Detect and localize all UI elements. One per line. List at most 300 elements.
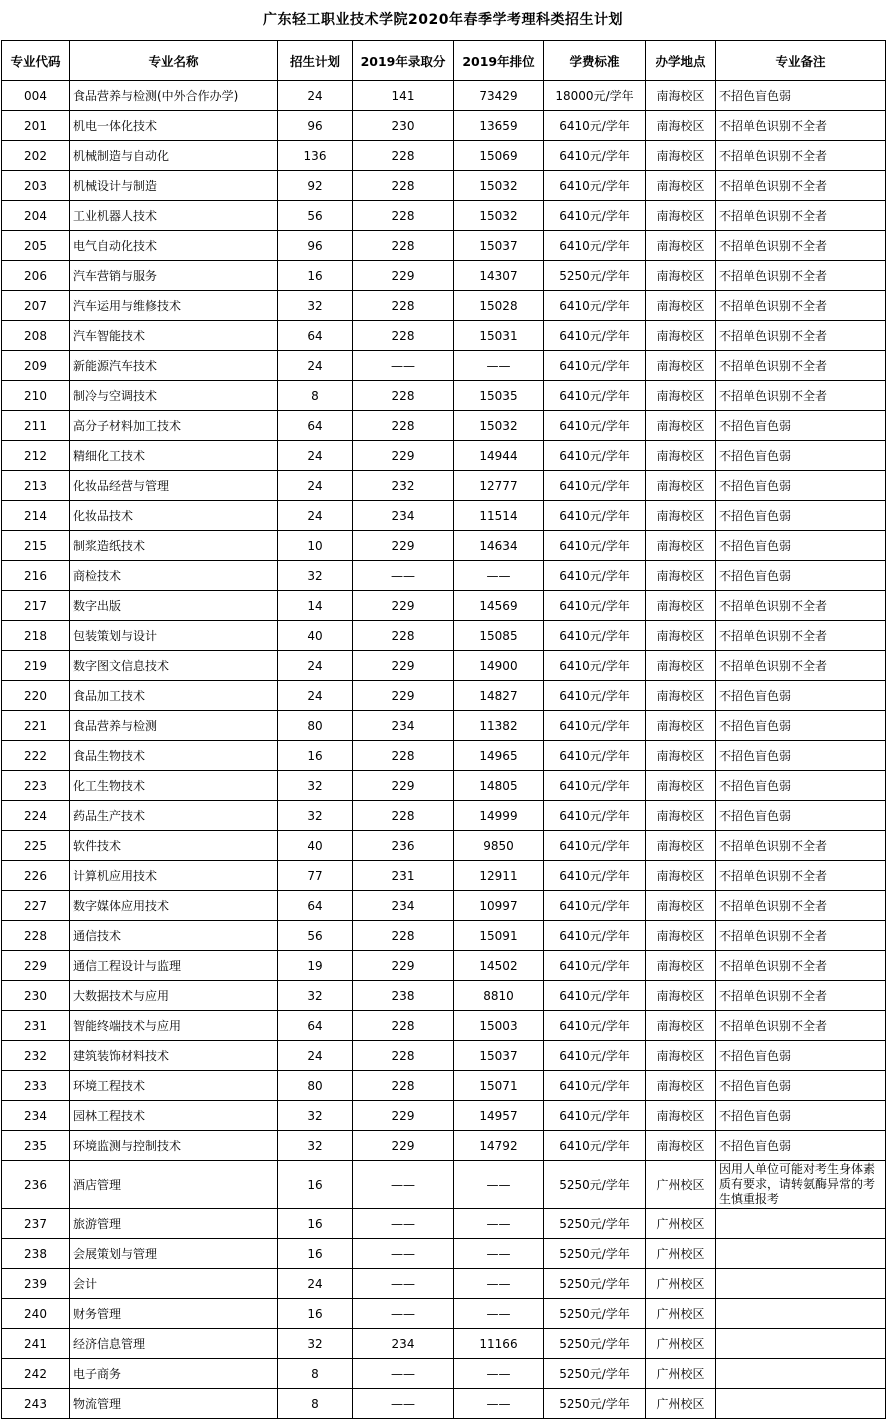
cell-code: 235 [2,1131,70,1161]
cell-rank-2019: 15032 [454,201,544,231]
cell-tuition: 6410元/学年 [544,501,646,531]
cell-rank-2019: 15031 [454,321,544,351]
cell-remarks [716,1239,886,1269]
cell-quota: 16 [278,1161,353,1209]
cell-remarks: 不招色盲色弱 [716,1131,886,1161]
cell-campus: 南海校区 [646,411,716,441]
cell-score-2019: —— [353,1269,454,1299]
cell-quota: 8 [278,381,353,411]
cell-quota: 8 [278,1389,353,1419]
cell-major-name: 食品加工技术 [70,681,278,711]
cell-code: 229 [2,951,70,981]
cell-remarks: 不招单色识别不全者 [716,981,886,1011]
cell-quota: 19 [278,951,353,981]
table-row [2,831,886,861]
table-row [2,1299,886,1329]
cell-score-2019: 234 [353,501,454,531]
cell-campus: 广州校区 [646,1329,716,1359]
cell-major-name: 汽车智能技术 [70,321,278,351]
cell-rank-2019: 15035 [454,381,544,411]
cell-quota: 56 [278,921,353,951]
cell-score-2019: 238 [353,981,454,1011]
cell-code: 219 [2,651,70,681]
cell-rank-2019: —— [454,561,544,591]
cell-quota: 64 [278,321,353,351]
cell-quota: 24 [278,441,353,471]
table-row [2,441,886,471]
table-row [2,501,886,531]
cell-rank-2019: 9850 [454,831,544,861]
cell-major-name: 旅游管理 [70,1209,278,1239]
cell-major-name: 建筑装饰材料技术 [70,1041,278,1071]
cell-major-name: 智能终端技术与应用 [70,1011,278,1041]
cell-tuition: 6410元/学年 [544,1011,646,1041]
cell-remarks [716,1329,886,1359]
cell-quota: 16 [278,741,353,771]
cell-code: 205 [2,231,70,261]
cell-code: 208 [2,321,70,351]
cell-campus: 广州校区 [646,1269,716,1299]
cell-major-name: 高分子材料加工技术 [70,411,278,441]
cell-score-2019: 229 [353,1131,454,1161]
cell-remarks: 不招单色识别不全者 [716,921,886,951]
cell-remarks: 不招单色识别不全者 [716,621,886,651]
cell-rank-2019: 13659 [454,111,544,141]
cell-tuition: 5250元/学年 [544,1161,646,1209]
cell-tuition: 6410元/学年 [544,981,646,1011]
table-row [2,381,886,411]
cell-quota: 16 [278,1299,353,1329]
cell-code: 218 [2,621,70,651]
cell-remarks: 不招色盲色弱 [716,501,886,531]
table-row [2,951,886,981]
cell-rank-2019: 15037 [454,231,544,261]
cell-quota: 24 [278,471,353,501]
cell-score-2019: 234 [353,711,454,741]
cell-remarks: 不招色盲色弱 [716,801,886,831]
cell-campus: 南海校区 [646,681,716,711]
cell-tuition: 5250元/学年 [544,261,646,291]
cell-rank-2019: 14827 [454,681,544,711]
table-row [2,651,886,681]
cell-code: 222 [2,741,70,771]
cell-rank-2019: 15071 [454,1071,544,1101]
cell-score-2019: —— [353,1389,454,1419]
cell-tuition: 6410元/学年 [544,951,646,981]
cell-rank-2019: 15085 [454,621,544,651]
cell-code: 231 [2,1011,70,1041]
cell-tuition: 6410元/学年 [544,771,646,801]
cell-remarks [716,1389,886,1419]
cell-tuition: 5250元/学年 [544,1239,646,1269]
cell-campus: 南海校区 [646,1071,716,1101]
table-row [2,801,886,831]
cell-rank-2019: 11514 [454,501,544,531]
cell-major-name: 软件技术 [70,831,278,861]
cell-code: 221 [2,711,70,741]
cell-code: 216 [2,561,70,591]
cell-major-name: 会展策划与管理 [70,1239,278,1269]
cell-remarks: 不招单色识别不全者 [716,891,886,921]
table-row [2,411,886,441]
cell-major-name: 财务管理 [70,1299,278,1329]
cell-score-2019: 228 [353,201,454,231]
table-row [2,771,886,801]
cell-major-name: 环境监测与控制技术 [70,1131,278,1161]
cell-remarks: 不招色盲色弱 [716,711,886,741]
cell-quota: 96 [278,111,353,141]
cell-campus: 南海校区 [646,471,716,501]
cell-tuition: 6410元/学年 [544,1101,646,1131]
cell-major-name: 物流管理 [70,1389,278,1419]
cell-code: 239 [2,1269,70,1299]
table-row [2,711,886,741]
cell-code: 233 [2,1071,70,1101]
cell-major-name: 食品生物技术 [70,741,278,771]
table-body [2,81,886,1419]
cell-remarks: 不招单色识别不全者 [716,831,886,861]
cell-rank-2019: 15003 [454,1011,544,1041]
cell-score-2019: 229 [353,441,454,471]
cell-score-2019: —— [353,1299,454,1329]
cell-quota: 24 [278,1269,353,1299]
cell-major-name: 数字媒体应用技术 [70,891,278,921]
cell-rank-2019: —— [454,1359,544,1389]
cell-remarks: 不招单色识别不全者 [716,951,886,981]
cell-campus: 南海校区 [646,741,716,771]
cell-quota: 64 [278,411,353,441]
cell-rank-2019: 14957 [454,1101,544,1131]
cell-score-2019: —— [353,1161,454,1209]
cell-quota: 77 [278,861,353,891]
cell-major-name: 会计 [70,1269,278,1299]
cell-rank-2019: 8810 [454,981,544,1011]
cell-code: 210 [2,381,70,411]
cell-rank-2019: 12777 [454,471,544,501]
cell-code: 224 [2,801,70,831]
cell-major-name: 计算机应用技术 [70,861,278,891]
cell-tuition: 18000元/学年 [544,81,646,111]
cell-remarks: 不招单色识别不全者 [716,861,886,891]
cell-tuition: 6410元/学年 [544,471,646,501]
cell-remarks [716,1299,886,1329]
cell-campus: 南海校区 [646,861,716,891]
cell-quota: 32 [278,291,353,321]
cell-tuition: 5250元/学年 [544,1329,646,1359]
cell-remarks: 不招色盲色弱 [716,531,886,561]
table-row [2,1101,886,1131]
cell-quota: 40 [278,621,353,651]
cell-campus: 南海校区 [646,771,716,801]
cell-remarks [716,1359,886,1389]
cell-tuition: 6410元/学年 [544,1131,646,1161]
cell-rank-2019: 14944 [454,441,544,471]
cell-score-2019: 229 [353,771,454,801]
cell-code: 203 [2,171,70,201]
cell-rank-2019: 11382 [454,711,544,741]
cell-code: 214 [2,501,70,531]
cell-code: 206 [2,261,70,291]
header-campus: 办学地点 [646,41,716,81]
cell-score-2019: 228 [353,741,454,771]
table-row [2,1011,886,1041]
cell-campus: 南海校区 [646,321,716,351]
cell-score-2019: 228 [353,321,454,351]
cell-tuition: 6410元/学年 [544,1071,646,1101]
cell-score-2019: 228 [353,141,454,171]
cell-campus: 广州校区 [646,1359,716,1389]
cell-campus: 南海校区 [646,1101,716,1131]
cell-quota: 24 [278,501,353,531]
cell-major-name: 经济信息管理 [70,1329,278,1359]
cell-rank-2019: 14502 [454,951,544,981]
cell-major-name: 化工生物技术 [70,771,278,801]
cell-rank-2019: —— [454,1161,544,1209]
cell-remarks: 不招色盲色弱 [716,1071,886,1101]
cell-quota: 24 [278,351,353,381]
cell-campus: 广州校区 [646,1389,716,1419]
cell-score-2019: 228 [353,1011,454,1041]
header-remarks: 专业备注 [716,41,886,81]
cell-major-name: 数字出版 [70,591,278,621]
cell-campus: 南海校区 [646,141,716,171]
cell-code: 237 [2,1209,70,1239]
cell-major-name: 商检技术 [70,561,278,591]
cell-tuition: 6410元/学年 [544,891,646,921]
cell-rank-2019: 73429 [454,81,544,111]
cell-major-name: 机电一体化技术 [70,111,278,141]
cell-quota: 64 [278,891,353,921]
table-row [2,171,886,201]
cell-code: 004 [2,81,70,111]
cell-campus: 南海校区 [646,291,716,321]
header-score-2019: 2019年录取分 [353,41,454,81]
cell-remarks: 不招单色识别不全者 [716,231,886,261]
cell-score-2019: —— [353,561,454,591]
cell-remarks [716,1209,886,1239]
header-rank-2019: 2019年排位 [454,41,544,81]
cell-rank-2019: —— [454,1209,544,1239]
cell-score-2019: 228 [353,921,454,951]
cell-score-2019: 229 [353,1101,454,1131]
cell-major-name: 园林工程技术 [70,1101,278,1131]
cell-code: 227 [2,891,70,921]
cell-code: 241 [2,1329,70,1359]
cell-major-name: 环境工程技术 [70,1071,278,1101]
cell-tuition: 6410元/学年 [544,141,646,171]
cell-quota: 80 [278,1071,353,1101]
cell-remarks: 不招单色识别不全者 [716,111,886,141]
cell-major-name: 机械设计与制造 [70,171,278,201]
cell-code: 220 [2,681,70,711]
table-row [2,621,886,651]
cell-score-2019: 228 [353,231,454,261]
table-row [2,1161,886,1209]
cell-score-2019: 228 [353,411,454,441]
table-row [2,921,886,951]
cell-rank-2019: 14900 [454,651,544,681]
cell-score-2019: 231 [353,861,454,891]
table-row [2,981,886,1011]
cell-campus: 南海校区 [646,801,716,831]
cell-score-2019: 228 [353,801,454,831]
cell-score-2019: 229 [353,681,454,711]
cell-score-2019: —— [353,1239,454,1269]
cell-code: 217 [2,591,70,621]
table-row [2,1209,886,1239]
table-row [2,141,886,171]
cell-tuition: 6410元/学年 [544,861,646,891]
cell-tuition: 6410元/学年 [544,921,646,951]
cell-code: 243 [2,1389,70,1419]
cell-remarks: 不招单色识别不全者 [716,201,886,231]
cell-campus: 南海校区 [646,831,716,861]
cell-score-2019: 229 [353,951,454,981]
cell-rank-2019: —— [454,351,544,381]
cell-remarks: 不招色盲色弱 [716,441,886,471]
cell-code: 207 [2,291,70,321]
cell-quota: 56 [278,201,353,231]
cell-remarks: 不招单色识别不全者 [716,351,886,381]
cell-remarks [716,1269,886,1299]
table-row [2,861,886,891]
cell-major-name: 精细化工技术 [70,441,278,471]
cell-campus: 南海校区 [646,981,716,1011]
cell-remarks: 不招色盲色弱 [716,1041,886,1071]
cell-remarks: 不招单色识别不全者 [716,1011,886,1041]
cell-remarks: 不招单色识别不全者 [716,651,886,681]
cell-code: 225 [2,831,70,861]
table-row [2,591,886,621]
cell-rank-2019: 14999 [454,801,544,831]
cell-major-name: 汽车运用与维修技术 [70,291,278,321]
cell-remarks: 不招色盲色弱 [716,471,886,501]
cell-major-name: 数字图文信息技术 [70,651,278,681]
cell-rank-2019: —— [454,1269,544,1299]
cell-remarks: 不招单色识别不全者 [716,321,886,351]
cell-remarks: 因用人单位可能对考生身体素质有要求，请转氨酶异常的考生慎重报考 [716,1161,886,1209]
cell-major-name: 食品营养与检测(中外合作办学) [70,81,278,111]
cell-code: 230 [2,981,70,1011]
cell-major-name: 食品营养与检测 [70,711,278,741]
cell-major-name: 汽车营销与服务 [70,261,278,291]
cell-rank-2019: —— [454,1389,544,1419]
cell-remarks: 不招单色识别不全者 [716,261,886,291]
cell-campus: 广州校区 [646,1299,716,1329]
cell-quota: 16 [278,1209,353,1239]
cell-quota: 64 [278,1011,353,1041]
cell-code: 209 [2,351,70,381]
table-row [2,471,886,501]
cell-score-2019: 141 [353,81,454,111]
cell-remarks: 不招色盲色弱 [716,681,886,711]
cell-code: 242 [2,1359,70,1389]
cell-score-2019: 230 [353,111,454,141]
cell-major-name: 工业机器人技术 [70,201,278,231]
cell-tuition: 5250元/学年 [544,1209,646,1239]
cell-code: 228 [2,921,70,951]
table-row [2,261,886,291]
cell-major-name: 药品生产技术 [70,801,278,831]
cell-campus: 南海校区 [646,531,716,561]
page-title: 广东轻工职业技术学院2020年春季学考理科类招生计划 [263,12,623,28]
cell-campus: 南海校区 [646,351,716,381]
cell-quota: 32 [278,561,353,591]
cell-rank-2019: 10997 [454,891,544,921]
table-row [2,1329,886,1359]
cell-campus: 南海校区 [646,621,716,651]
cell-quota: 24 [278,81,353,111]
cell-major-name: 电子商务 [70,1359,278,1389]
cell-remarks: 不招色盲色弱 [716,741,886,771]
cell-quota: 96 [278,231,353,261]
cell-tuition: 6410元/学年 [544,411,646,441]
cell-campus: 南海校区 [646,561,716,591]
cell-tuition: 6410元/学年 [544,591,646,621]
cell-code: 223 [2,771,70,801]
cell-rank-2019: 14965 [454,741,544,771]
cell-major-name: 制冷与空调技术 [70,381,278,411]
cell-score-2019: —— [353,1209,454,1239]
cell-quota: 80 [278,711,353,741]
cell-campus: 南海校区 [646,231,716,261]
cell-campus: 南海校区 [646,501,716,531]
cell-campus: 南海校区 [646,711,716,741]
cell-tuition: 6410元/学年 [544,441,646,471]
cell-campus: 广州校区 [646,1209,716,1239]
table-row [2,1359,886,1389]
cell-major-name: 制浆造纸技术 [70,531,278,561]
cell-remarks: 不招色盲色弱 [716,411,886,441]
cell-remarks: 不招色盲色弱 [716,561,886,591]
cell-code: 232 [2,1041,70,1071]
table-row [2,681,886,711]
cell-tuition: 6410元/学年 [544,711,646,741]
table-row [2,1041,886,1071]
cell-rank-2019: 14307 [454,261,544,291]
table-row [2,81,886,111]
cell-campus: 南海校区 [646,591,716,621]
cell-rank-2019: 15037 [454,1041,544,1071]
table-row [2,1389,886,1419]
cell-score-2019: 228 [353,381,454,411]
header-name: 专业名称 [70,41,278,81]
cell-campus: 南海校区 [646,201,716,231]
cell-remarks: 不招单色识别不全者 [716,591,886,621]
cell-score-2019: 229 [353,531,454,561]
table-row [2,321,886,351]
cell-major-name: 机械制造与自动化 [70,141,278,171]
cell-major-name: 电气自动化技术 [70,231,278,261]
cell-major-name: 新能源汽车技术 [70,351,278,381]
table-row [2,891,886,921]
cell-tuition: 6410元/学年 [544,561,646,591]
cell-campus: 南海校区 [646,441,716,471]
cell-code: 240 [2,1299,70,1329]
cell-rank-2019: —— [454,1239,544,1269]
cell-major-name: 酒店管理 [70,1161,278,1209]
cell-tuition: 6410元/学年 [544,801,646,831]
cell-campus: 广州校区 [646,1161,716,1209]
cell-quota: 136 [278,141,353,171]
cell-tuition: 6410元/学年 [544,321,646,351]
cell-code: 215 [2,531,70,561]
table-row [2,1131,886,1161]
cell-tuition: 6410元/学年 [544,291,646,321]
cell-tuition: 6410元/学年 [544,231,646,261]
table-row [2,291,886,321]
cell-tuition: 6410元/学年 [544,1041,646,1071]
